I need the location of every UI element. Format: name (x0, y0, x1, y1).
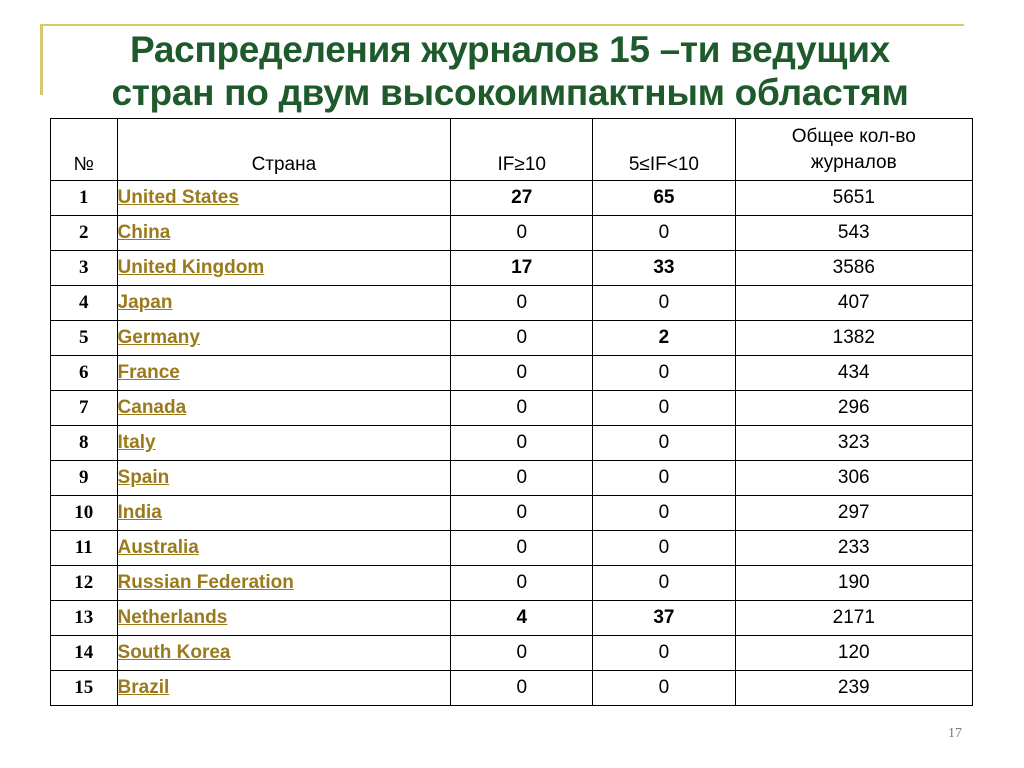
country-link[interactable]: Italy (117, 432, 156, 453)
country-link[interactable]: India (117, 502, 162, 523)
table-row (51, 636, 973, 671)
table-row (51, 216, 973, 251)
country-link[interactable]: Canada (117, 397, 187, 418)
table-row (51, 426, 973, 461)
accent-left-line (40, 25, 43, 95)
if5-10-cell: 0 (593, 496, 735, 531)
if5-10-cell: 0 (593, 671, 735, 706)
header-total-line-1: Общее кол-во (791, 126, 916, 147)
total-journals-cell: 190 (735, 566, 972, 601)
row-number: 5 (51, 321, 118, 356)
table-row (51, 461, 973, 496)
if5-10-cell: 0 (593, 566, 735, 601)
if5-10-cell: 65 (593, 181, 735, 216)
total-journals-cell: 3586 (735, 251, 972, 286)
total-journals-cell: 2171 (735, 601, 972, 636)
table-row (51, 531, 973, 566)
if10-cell: 0 (451, 426, 593, 461)
accent-top-line (40, 24, 964, 26)
total-journals-cell: 239 (735, 671, 972, 706)
if10-cell: 0 (451, 391, 593, 426)
table-row (51, 391, 973, 426)
row-number: 14 (51, 636, 118, 671)
table-row (51, 566, 973, 601)
country-link[interactable]: United Kingdom (117, 257, 265, 278)
total-journals-cell: 233 (735, 531, 972, 566)
country-cell (117, 461, 451, 496)
if5-10-cell: 0 (593, 636, 735, 671)
country-cell (117, 216, 451, 251)
total-journals-cell: 323 (735, 426, 972, 461)
row-number: 10 (51, 496, 118, 531)
table-row (51, 251, 973, 286)
if5-10-cell: 0 (593, 461, 735, 496)
total-journals-cell: 407 (735, 286, 972, 321)
row-number: 15 (51, 671, 118, 706)
country-link[interactable]: Germany (117, 327, 200, 348)
row-number: 7 (51, 391, 118, 426)
country-link[interactable]: Australia (117, 537, 199, 558)
total-journals-cell: 5651 (735, 181, 972, 216)
table-row (51, 601, 973, 636)
if10-cell: 0 (451, 566, 593, 601)
total-journals-cell: 306 (735, 461, 972, 496)
header-total-line-2: журналов (810, 152, 897, 173)
row-number: 3 (51, 251, 118, 286)
if10-cell: 0 (451, 461, 593, 496)
if5-10-cell: 0 (593, 216, 735, 251)
header-country: Страна (117, 119, 451, 181)
table-row (51, 356, 973, 391)
row-number: 8 (51, 426, 118, 461)
if5-10-cell: 37 (593, 601, 735, 636)
country-cell (117, 636, 451, 671)
country-link[interactable]: France (117, 362, 180, 383)
title-line-1: Распределения журналов 15 –ти ведущих (130, 29, 890, 70)
row-number: 12 (51, 566, 118, 601)
row-number: 1 (51, 181, 118, 216)
if5-10-cell: 2 (593, 321, 735, 356)
if5-10-cell: 33 (593, 251, 735, 286)
page-number: 17 (948, 726, 962, 741)
slide-title (60, 28, 960, 114)
header-num: № (51, 119, 118, 181)
total-journals-cell: 543 (735, 216, 972, 251)
country-cell (117, 356, 451, 391)
country-cell (117, 181, 451, 216)
country-link[interactable]: Japan (117, 292, 173, 313)
if10-cell: 0 (451, 356, 593, 391)
if10-cell: 0 (451, 671, 593, 706)
country-cell (117, 426, 451, 461)
total-journals-cell: 296 (735, 391, 972, 426)
table-row (51, 496, 973, 531)
row-number: 2 (51, 216, 118, 251)
if5-10-cell: 0 (593, 356, 735, 391)
country-cell (117, 531, 451, 566)
if10-cell: 0 (451, 636, 593, 671)
if10-cell: 0 (451, 321, 593, 356)
country-link[interactable]: Netherlands (117, 607, 228, 628)
country-link[interactable]: United States (117, 187, 239, 208)
if10-cell: 0 (451, 496, 593, 531)
title-line-2: стран по двум высокоимпактным областям (111, 72, 909, 113)
table-row (51, 286, 973, 321)
total-journals-cell: 297 (735, 496, 972, 531)
journals-table (50, 118, 973, 706)
country-cell (117, 321, 451, 356)
header-if5-10: 5≤IF<10 (593, 119, 735, 181)
row-number: 13 (51, 601, 118, 636)
country-link[interactable]: Spain (117, 467, 170, 488)
country-cell (117, 391, 451, 426)
country-cell (117, 496, 451, 531)
table-header-row (51, 119, 973, 181)
if10-cell: 27 (451, 181, 593, 216)
row-number: 11 (51, 531, 118, 566)
country-link[interactable]: Russian Federation (117, 572, 294, 593)
row-number: 4 (51, 286, 118, 321)
if10-cell: 0 (451, 531, 593, 566)
if5-10-cell: 0 (593, 391, 735, 426)
if10-cell: 4 (451, 601, 593, 636)
total-journals-cell: 1382 (735, 321, 972, 356)
country-cell (117, 671, 451, 706)
row-number: 9 (51, 461, 118, 496)
if5-10-cell: 0 (593, 531, 735, 566)
country-cell (117, 601, 451, 636)
if10-cell: 0 (451, 286, 593, 321)
if10-cell: 0 (451, 216, 593, 251)
table-row (51, 181, 973, 216)
if10-cell: 17 (451, 251, 593, 286)
if5-10-cell: 0 (593, 286, 735, 321)
country-cell (117, 286, 451, 321)
table-row (51, 321, 973, 356)
country-cell (117, 251, 451, 286)
country-link[interactable]: South Korea (117, 642, 231, 663)
country-cell (117, 566, 451, 601)
country-link[interactable]: China (117, 222, 171, 243)
header-if10: IF≥10 (451, 119, 593, 181)
total-journals-cell: 120 (735, 636, 972, 671)
table-row (51, 671, 973, 706)
total-journals-cell: 434 (735, 356, 972, 391)
if5-10-cell: 0 (593, 426, 735, 461)
row-number: 6 (51, 356, 118, 391)
country-link[interactable]: Brazil (117, 677, 170, 698)
table-body (51, 181, 973, 706)
header-total (735, 119, 972, 181)
